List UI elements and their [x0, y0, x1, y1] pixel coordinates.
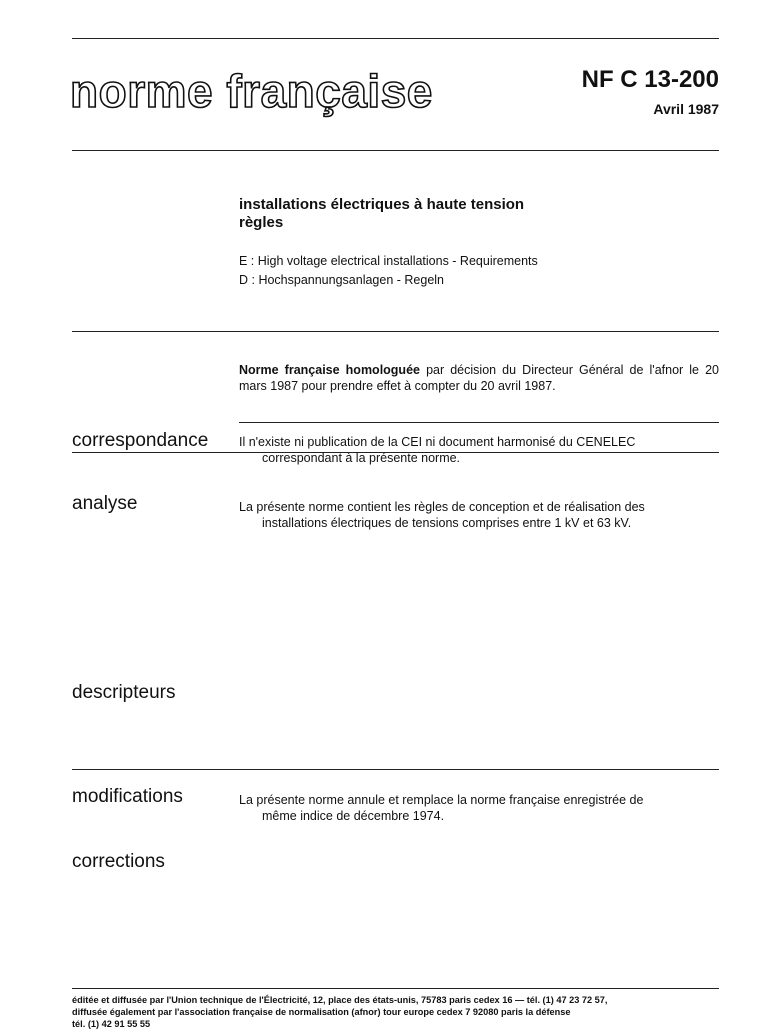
analyse-label: analyse — [72, 493, 138, 514]
homologation-bottom-rule — [239, 422, 719, 423]
descripteurs-label: descripteurs — [72, 682, 176, 703]
modifications-line-1: La présente norme annule et remplace la norme française enregistrée de — [239, 793, 644, 807]
homologation-text — [239, 362, 719, 394]
footer-distribution-line: diffusée également par l'association française de normalisation (afnor) tour europe cedex 7 92080 paris la défense — [72, 1007, 571, 1017]
top-rule — [72, 38, 719, 39]
german-title: D : Hochspannungsanlagen - Regeln — [239, 273, 444, 287]
modifications-label: modifications — [72, 786, 183, 807]
modifications-line-2: même indice de décembre 1974. — [262, 809, 445, 823]
analyse-line-2: installations électriques de tensions comprises entre 1 kV et 63 kV. — [262, 516, 632, 530]
english-title: E : High voltage electrical installations - Requirements — [239, 254, 538, 268]
descripteurs-bottom-rule — [72, 769, 719, 770]
analyse-text — [239, 499, 719, 531]
homologation-body: par décision du Directeur Général de l'afnor le 20 mars 1987 pour prendre effet à compter du 20 avril 1987. — [239, 363, 719, 393]
correspondance-line-1: Il n'existe ni publication de la CEI ni document harmonisé du CENELEC — [239, 435, 636, 449]
modifications-text — [239, 792, 719, 824]
standard-date: Avril 1987 — [653, 101, 719, 117]
title-line-2: règles — [239, 214, 284, 231]
homologation-bold: Norme française homologuée — [239, 363, 420, 377]
corrections-label: corrections — [72, 851, 165, 872]
correspondance-text — [239, 434, 719, 466]
footer-publisher-line: éditée et diffusée par l'Union technique de l'Électricité, 12, place des états-unis, 75783 paris cedex 16 — tél. (1) 47 23 72 57, — [72, 995, 608, 1005]
title-line-1: installations électriques à haute tension — [239, 196, 525, 213]
title-bottom-rule — [72, 331, 719, 332]
footer-phone-line: tél. (1) 42 91 55 55 — [72, 1019, 151, 1029]
footer-rule — [72, 988, 719, 989]
standard-number: NF C 13-200 — [581, 66, 719, 93]
analyse-line-1: La présente norme contient les règles de conception et de réalisation des — [239, 500, 645, 514]
document-title — [239, 196, 524, 232]
norme-francaise-logo: norme française — [70, 65, 433, 117]
correspondance-line-2: correspondant à la présente norme. — [262, 451, 461, 465]
correspondance-label: correspondance — [72, 430, 209, 451]
header-bottom-rule — [72, 150, 719, 151]
